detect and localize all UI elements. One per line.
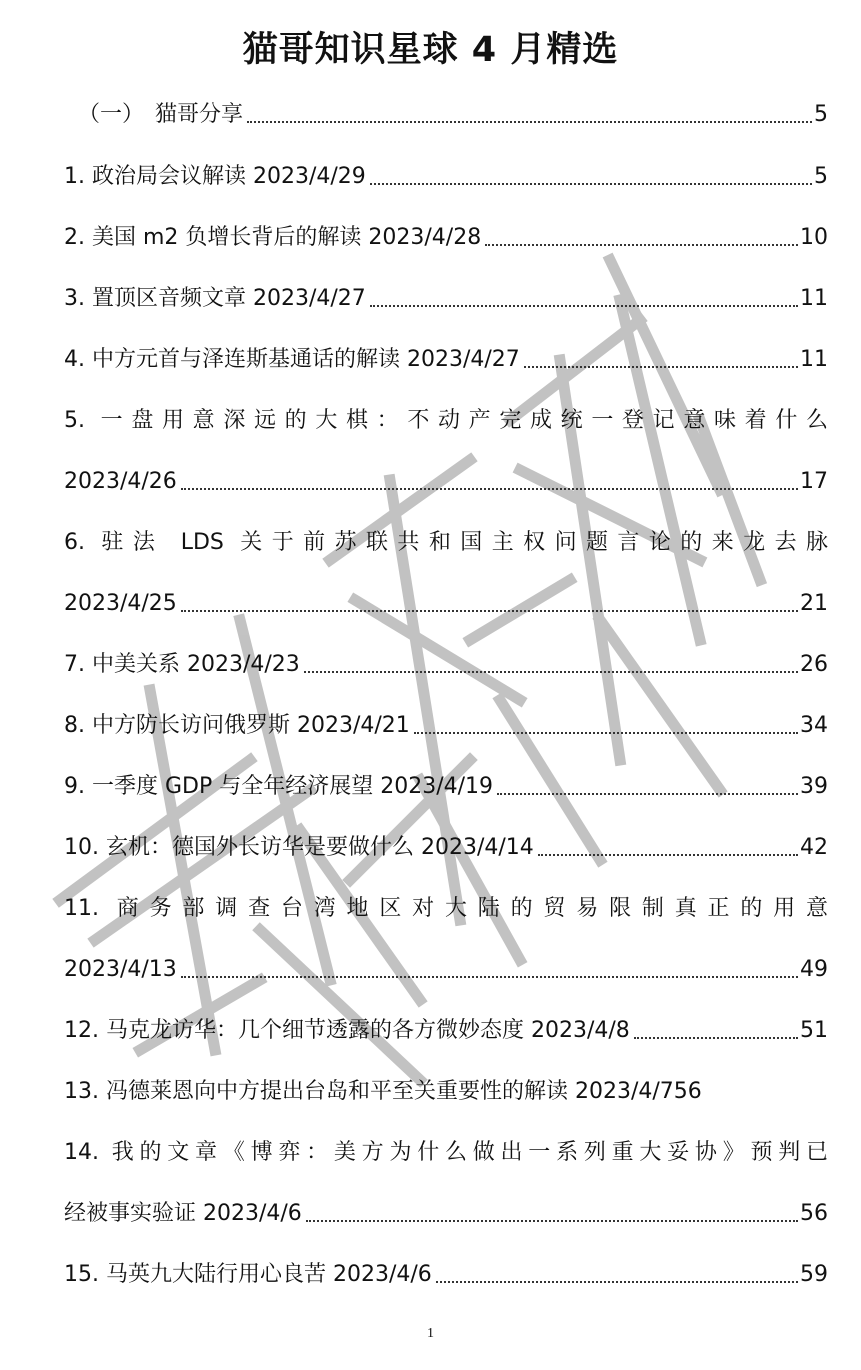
toc-entry-text: 经被事实验证 2023/4/6	[64, 1201, 302, 1226]
dot-leader	[181, 976, 798, 978]
toc-entry-text: 2023/4/13	[64, 957, 177, 982]
toc-entry[interactable]	[64, 701, 828, 741]
page-title: 猫哥知识星球 4 月精选	[242, 30, 619, 70]
dot-leader	[414, 732, 798, 734]
toc-page-number: 5	[814, 164, 828, 189]
toc-entry-text: 9. 一季度 GDP 与全年经济展望 2023/4/19	[64, 774, 494, 799]
toc-entry-text: 6. 驻法 LDS 关于前苏联共和国主权问题言论的来龙去脉	[64, 530, 828, 555]
toc-entry-first-line[interactable]	[64, 396, 828, 436]
toc-page-number: 51	[800, 1018, 828, 1043]
toc-entry[interactable]	[64, 213, 828, 253]
toc-section-label: （一） 猫哥分享	[78, 102, 244, 127]
toc-page-number: 17	[800, 469, 828, 494]
toc-entry[interactable]	[64, 762, 828, 802]
toc-entry-text: 5. 一盘用意深远的大棋：不动产完成统一登记意味着什么	[64, 408, 828, 433]
toc-entry-text: 11. 商务部调查台湾地区对大陆的贸易限制真正的用意	[64, 896, 828, 921]
dot-leader	[524, 366, 798, 368]
dot-leader	[247, 121, 812, 123]
toc-entry-text: 10. 玄机：德国外长访华是要做什么 2023/4/14	[64, 835, 534, 860]
toc-entry-text: 7. 中美关系 2023/4/23	[64, 652, 300, 677]
dot-leader	[634, 1037, 798, 1039]
dot-leader	[436, 1281, 798, 1283]
dot-leader	[485, 244, 798, 246]
toc-entry[interactable]	[64, 579, 828, 619]
toc-page-number: 39	[800, 774, 828, 799]
toc-page-number: 59	[800, 1262, 828, 1287]
toc-entry-first-line[interactable]	[64, 884, 828, 924]
dot-leader	[181, 610, 798, 612]
toc-page-number: 5	[814, 102, 828, 127]
dot-leader	[306, 1220, 798, 1222]
toc-entry-first-line[interactable]	[64, 1128, 828, 1168]
toc-entry-text: 14. 我的文章《博弈：美方为什么做出一系列重大妥协》预判已	[64, 1140, 828, 1165]
toc-entry-text: 2023/4/25	[64, 591, 177, 616]
toc-entry-text: 4. 中方元首与泽连斯基通话的解读 2023/4/27	[64, 347, 520, 372]
toc-entry-text: 3. 置顶区音频文章 2023/4/27	[64, 286, 366, 311]
toc-page-number: 42	[800, 835, 828, 860]
toc-entry-text: 2023/4/26	[64, 469, 177, 494]
toc-entry[interactable]	[64, 1067, 828, 1107]
toc-entry-text: 8. 中方防长访问俄罗斯 2023/4/21	[64, 713, 410, 738]
toc-page-number: 49	[800, 957, 828, 982]
toc-entry[interactable]	[64, 335, 828, 375]
toc-page-number: 21	[800, 591, 828, 616]
toc-page-number: 11	[800, 286, 828, 311]
toc-entry[interactable]	[64, 1250, 828, 1290]
toc-entry-text: 2. 美国 m2 负增长背后的解读 2023/4/28	[64, 225, 482, 250]
toc-page-number: 26	[800, 652, 828, 677]
toc-entry[interactable]	[64, 640, 828, 680]
toc-page-number: 11	[800, 347, 828, 372]
toc-section-heading[interactable]	[78, 90, 828, 130]
toc-entry[interactable]	[64, 1006, 828, 1046]
toc-entry[interactable]	[64, 152, 828, 192]
toc-entry-text: 12. 马克龙访华：几个细节透露的各方微妙态度 2023/4/8	[64, 1018, 630, 1043]
toc-page-number: 10	[800, 225, 828, 250]
toc-page-number: 56	[800, 1201, 828, 1226]
dot-leader	[497, 793, 798, 795]
toc-entry-text: 1. 政治局会议解读 2023/4/29	[64, 164, 366, 189]
toc-entry[interactable]	[64, 823, 828, 863]
toc-entry[interactable]	[64, 1189, 828, 1229]
toc-entry-text: 13. 冯德莱恩向中方提出台岛和平至关重要性的解读 2023/4/7	[64, 1079, 674, 1104]
toc-page-number: 34	[800, 713, 828, 738]
dot-leader	[304, 671, 798, 673]
dot-leader	[181, 488, 798, 490]
dot-leader	[538, 854, 798, 856]
toc-entry-first-line[interactable]	[64, 518, 828, 558]
toc-entry[interactable]	[64, 945, 828, 985]
dot-leader	[370, 183, 812, 185]
page-number: 1	[427, 1326, 434, 1341]
toc-entry[interactable]	[64, 274, 828, 314]
toc-page-number: 56	[673, 1079, 702, 1104]
toc-entry-text: 15. 马英九大陆行用心良苦 2023/4/6	[64, 1262, 432, 1287]
dot-leader	[370, 305, 798, 307]
toc-entry[interactable]	[64, 457, 828, 497]
